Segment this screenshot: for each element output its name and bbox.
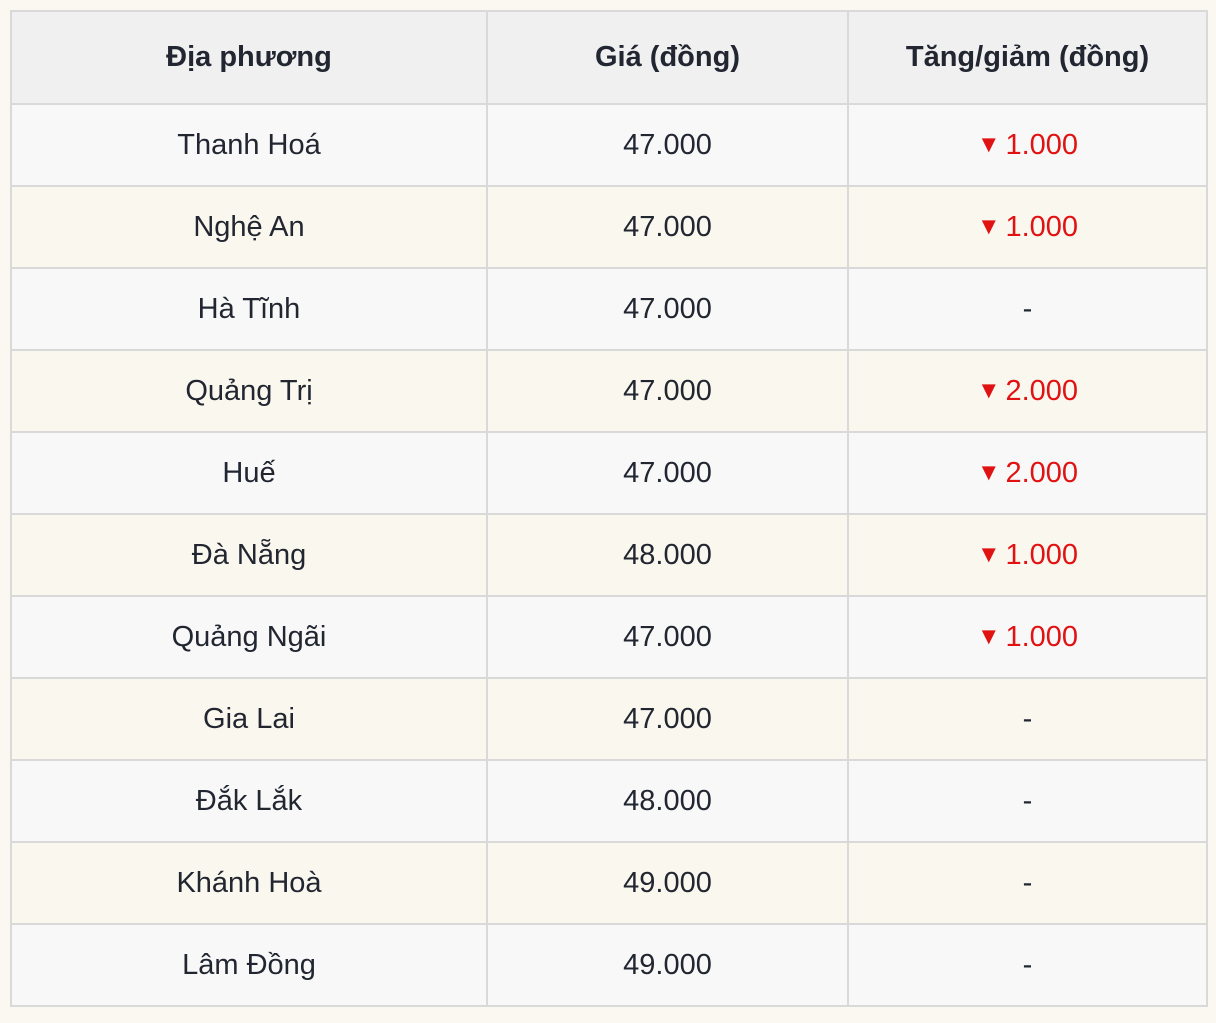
change-cell [848, 186, 1207, 268]
table-row [11, 186, 1207, 268]
table-row [11, 678, 1207, 760]
change-value: - [1022, 292, 1033, 325]
location-cell: Quảng Ngãi [11, 596, 487, 678]
change-cell [848, 268, 1207, 350]
price-cell: 47.000 [487, 432, 848, 514]
column-header-price: Giá (đồng) [487, 11, 848, 104]
column-header-change: Tăng/giảm (đồng) [848, 11, 1207, 104]
price-cell: 47.000 [487, 268, 848, 350]
table-row [11, 104, 1207, 186]
location-cell: Nghệ An [11, 186, 487, 268]
change-cell [848, 842, 1207, 924]
change-value: - [1022, 866, 1033, 899]
change-cell [848, 104, 1207, 186]
column-header-location: Địa phương [11, 11, 487, 104]
price-cell: 49.000 [487, 924, 848, 1006]
location-cell: Hà Tĩnh [11, 268, 487, 350]
down-arrow-icon: ▼ [976, 622, 1001, 650]
price-cell: 47.000 [487, 596, 848, 678]
location-cell: Đà Nẵng [11, 514, 487, 596]
table-row [11, 514, 1207, 596]
change-cell [848, 350, 1207, 432]
down-arrow-icon: ▼ [976, 130, 1001, 158]
change-value: - [1022, 784, 1033, 817]
price-cell: 49.000 [487, 842, 848, 924]
change-cell [848, 924, 1207, 1006]
change-value: 2.000 [1005, 374, 1079, 407]
price-cell: 48.000 [487, 514, 848, 596]
table-row [11, 924, 1207, 1006]
change-value: - [1022, 948, 1033, 981]
change-value: 1.000 [1005, 538, 1079, 571]
price-cell: 47.000 [487, 104, 848, 186]
table-row [11, 432, 1207, 514]
table-row [11, 760, 1207, 842]
down-arrow-icon: ▼ [976, 212, 1001, 240]
location-cell: Gia Lai [11, 678, 487, 760]
location-cell: Thanh Hoá [11, 104, 487, 186]
change-value: - [1022, 702, 1033, 735]
change-value: 1.000 [1005, 620, 1079, 653]
change-cell [848, 760, 1207, 842]
table-row [11, 350, 1207, 432]
down-arrow-icon: ▼ [976, 376, 1001, 404]
price-cell: 47.000 [487, 678, 848, 760]
change-cell [848, 678, 1207, 760]
location-cell: Quảng Trị [11, 350, 487, 432]
table-row [11, 842, 1207, 924]
price-cell: 47.000 [487, 350, 848, 432]
change-cell [848, 596, 1207, 678]
location-cell: Khánh Hoà [11, 842, 487, 924]
change-value: 1.000 [1005, 128, 1079, 161]
change-value: 1.000 [1005, 210, 1079, 243]
down-arrow-icon: ▼ [976, 540, 1001, 568]
table-header-row [11, 11, 1207, 104]
price-cell: 47.000 [487, 186, 848, 268]
change-cell [848, 514, 1207, 596]
location-cell: Đắk Lắk [11, 760, 487, 842]
change-cell [848, 432, 1207, 514]
location-cell: Huế [11, 432, 487, 514]
down-arrow-icon: ▼ [976, 458, 1001, 486]
location-cell: Lâm Đồng [11, 924, 487, 1006]
price-cell: 48.000 [487, 760, 848, 842]
change-value: 2.000 [1005, 456, 1079, 489]
table-row [11, 596, 1207, 678]
table-row [11, 268, 1207, 350]
price-table [10, 10, 1208, 1007]
